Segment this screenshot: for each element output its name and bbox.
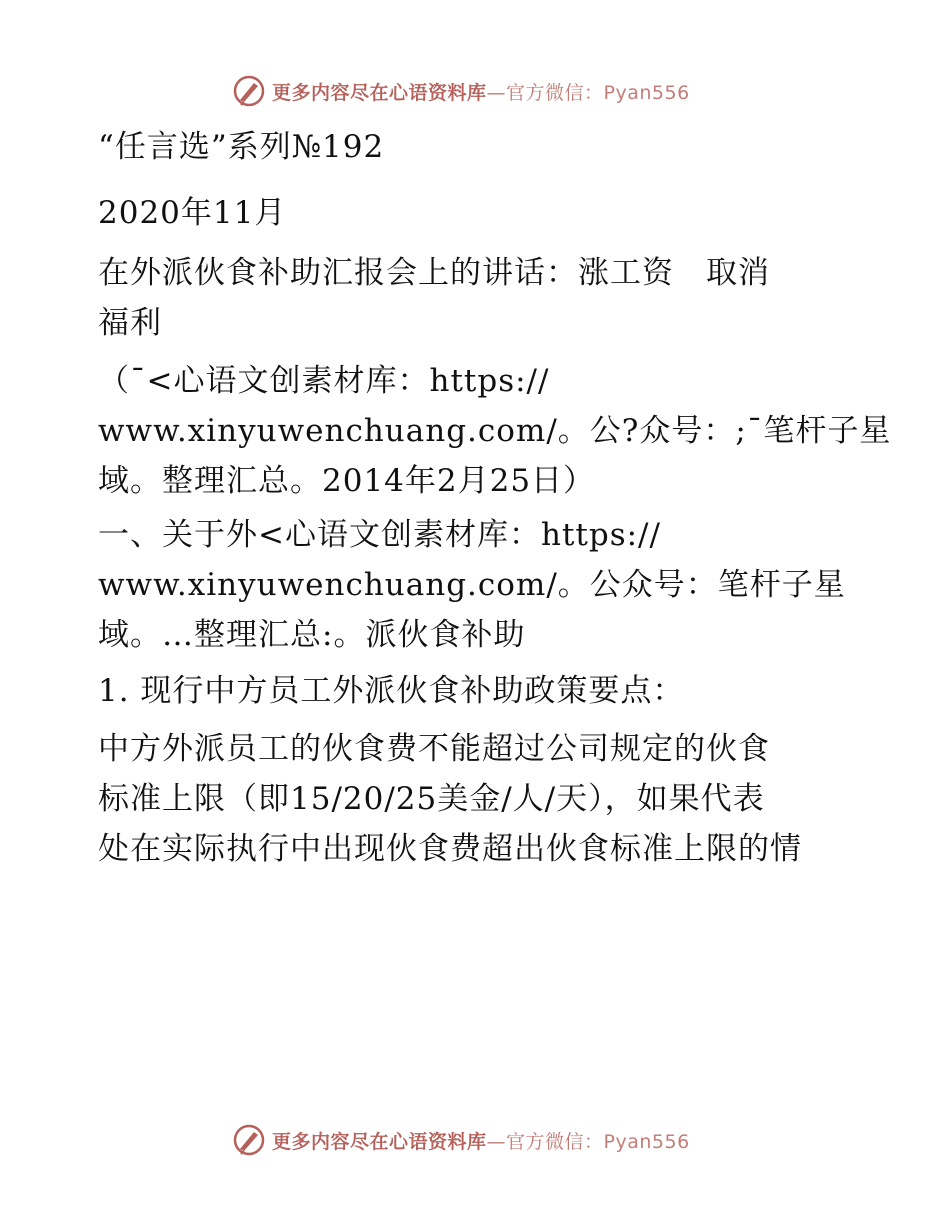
document-body	[98, 122, 892, 890]
series-title: “任言选”系列№192	[98, 129, 385, 165]
section-heading-1: 一、关于外<心语文创素材库：https:// www.xinyuwenchuang.com/。公众号：笔杆子星 域。…整理汇总:。派伙食补助	[98, 517, 846, 653]
speech-title: 在外派伙食补助汇报会上的讲话：涨工资 取消 福利	[98, 255, 770, 341]
header-watermark	[232, 71, 752, 111]
feather-pen-logo-icon	[232, 1123, 266, 1157]
source-note: （¯<心语文创素材库：https:// www.xinyuwenchuang.com/。公?众号：;¯笔杆子星 域。整理汇总。2014年2月25日）	[98, 363, 892, 499]
watermark-text: 更多内容尽在心语资料库—官方微信：Pyan556	[272, 81, 690, 104]
document-date: 2020年11月	[98, 195, 287, 231]
body-paragraph: 中方外派员工的伙食费不能超过公司规定的伙食 标准上限（即15/20/25美金/人/天），如果代表 处在实际执行中出现伙食费超出伙食标准上限的情	[98, 731, 802, 867]
feather-pen-logo-icon	[232, 74, 266, 108]
footer-watermark	[232, 1120, 752, 1160]
subsection-heading-1: 1. 现行中方员工外派伙食补助政策要点：	[98, 673, 685, 709]
watermark-text: 更多内容尽在心语资料库—官方微信：Pyan556	[272, 1130, 690, 1153]
